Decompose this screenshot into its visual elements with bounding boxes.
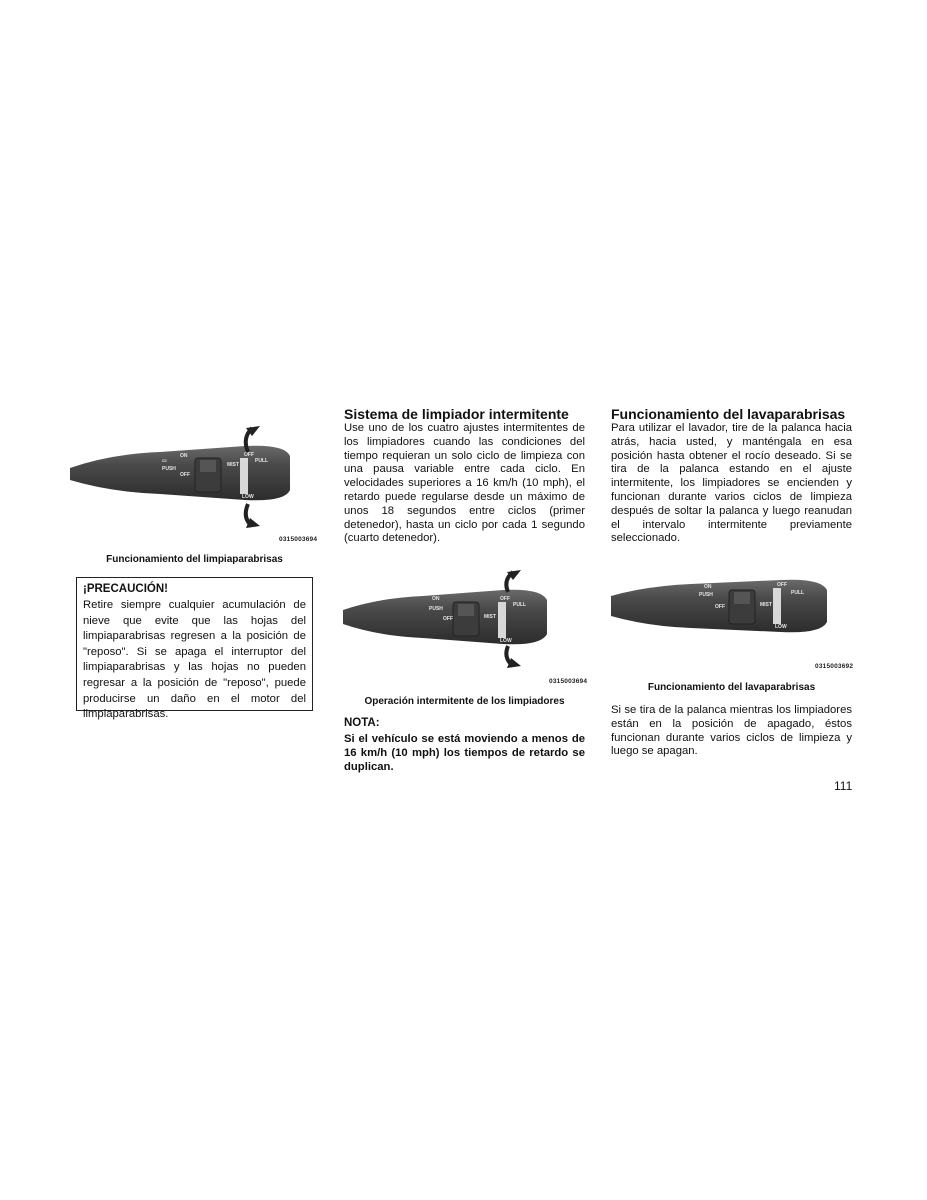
figure-code: 0315003694 xyxy=(549,678,588,685)
lever-label-off: OFF xyxy=(443,616,453,622)
wiper-lever-illustration xyxy=(343,566,558,676)
lever-label-on: ON xyxy=(704,584,712,590)
wiper-lever-illustration xyxy=(70,418,320,533)
wiper-lever-figure-middle xyxy=(343,566,558,676)
caution-text: Retire siempre cualquier acumulación de nieve que evite que las hojas del limpiaparabrisas regresen a la posición de "reposo". Si se apaga el interruptor del limpiaparabrisas y las hojas no pueden regresar a la posición de "reposo", puede producirse un daño en el motor del limpiaparabrisas. xyxy=(83,599,306,721)
lever-label-low: LOW xyxy=(775,624,787,630)
lever-label-push: PUSH xyxy=(162,466,176,472)
section-heading: Sistema de limpiador intermitente xyxy=(344,406,569,422)
note-title: NOTA: xyxy=(344,717,380,729)
lever-label-on: ON xyxy=(432,596,440,602)
washer-paragraph: Para utilizar el lavador, tire de la palanca hacia atrás, hacia usted, y manténgala en esa posición hasta obtener el rocío deseado. Si se tira de la palanca estando en el ajuste intermitente, los limpiadores se encienden y funcionan durante varios ciclos de limpieza después de soltar la palanca y luego reanudan el intervalo intermitente previamente seleccionado. xyxy=(611,422,852,545)
lever-label-on: ON xyxy=(180,453,188,459)
figure-code: 0315003692 xyxy=(815,663,854,670)
figure-caption: Operación intermitente de los limpiadores xyxy=(364,696,565,707)
lever-label-off-top: OFF xyxy=(777,582,787,588)
lever-label-mist: MIST xyxy=(760,602,772,608)
section-heading: Funcionamiento del lavaparabrisas xyxy=(611,406,846,422)
lever-label-off: OFF xyxy=(715,604,725,610)
lever-label-push: PUSH xyxy=(429,606,443,612)
lever-label-mist: MIST xyxy=(484,614,496,620)
wiper-lever-illustration xyxy=(611,576,831,638)
lever-label-off-top: OFF xyxy=(500,596,510,602)
lever-label-push-icon: ▭ xyxy=(162,458,167,464)
lever-label-low: LOW xyxy=(242,494,254,500)
intermittent-paragraph: Use uno de los cuatro ajustes intermitentes de los limpiadores cuando las condiciones del tiempo requieran un solo ciclo de limpieza con una pausa variable entre cada ciclo. En velocidades superiores a 16 km/h (10 mph), el retardo puede regularse desde un máximo de unos 18 segundos entre ciclos (primer detenedor), hasta un ciclo por cada 1 segundo (cuarto detenedor). xyxy=(344,422,585,545)
wiper-lever-figure-right xyxy=(611,576,831,638)
figure-caption: Funcionamiento del lavaparabrisas xyxy=(647,682,816,693)
wiper-lever-figure-left xyxy=(70,418,320,533)
page-number: 111 xyxy=(834,779,853,793)
caution-box xyxy=(76,577,313,721)
figure-caption: Funcionamiento del limpiaparabrisas xyxy=(106,554,283,565)
lever-label-push: PUSH xyxy=(699,592,713,598)
lever-label-low: LOW xyxy=(500,638,512,644)
lever-label-off-top: OFF xyxy=(244,452,254,458)
note-text: Si el vehículo se está moviendo a menos de 16 km/h (10 mph) los tiempos de retardo se duplican. xyxy=(344,733,585,773)
lever-label-pull: PULL xyxy=(791,590,805,596)
figure-code: 0315003694 xyxy=(279,536,318,543)
lever-label-mist: MIST xyxy=(227,462,239,468)
lever-label-pull: PULL xyxy=(513,602,527,608)
lever-label-pull: PULL xyxy=(255,458,269,464)
caution-title: ¡PRECAUCIÓN! xyxy=(83,583,168,595)
lever-label-off: OFF xyxy=(180,472,190,478)
washer-off-paragraph: Si se tira de la palanca mientras los limpiadores están en la posición de apagado, éstos funcionan durante varios ciclos de limpieza y luego se apagan. xyxy=(611,704,852,758)
